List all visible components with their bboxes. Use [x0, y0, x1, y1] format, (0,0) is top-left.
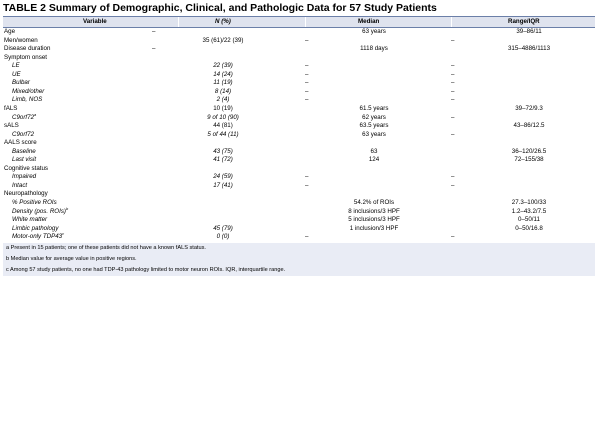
table-row: [3, 233, 595, 242]
cell-range: 0–50/11: [518, 216, 540, 224]
cell-n-pct: 5 of 44 (11): [207, 130, 239, 138]
table-row: [3, 156, 595, 165]
cell-median: 1118 days: [360, 45, 388, 53]
cell-median: 1 inclusion/3 HPF: [349, 224, 399, 232]
cell-range: 0–50/16.8: [515, 224, 543, 232]
cell-variable-text: Intact: [12, 181, 28, 189]
cell-range: 39–86/11: [516, 28, 542, 35]
cell-variable-text: Limbic pathology: [12, 224, 59, 232]
header-median: Median: [358, 18, 380, 25]
cell-variable: [12, 79, 30, 88]
cell-variable: [12, 205, 69, 217]
cell-variable-text: Cognitive status: [4, 164, 49, 172]
cell-range: –: [451, 70, 455, 78]
cell-median: 62 years: [362, 113, 386, 121]
cell-n-pct: 10 (19): [213, 104, 233, 112]
header-variable: Variable: [83, 18, 107, 25]
cell-median: 63: [370, 147, 378, 155]
cell-variable: [12, 62, 20, 71]
footnote-marker: c: [62, 231, 65, 237]
table-row: [3, 79, 595, 88]
cell-median: –: [305, 173, 309, 181]
table-header-row: [3, 16, 595, 28]
cell-median: 61.5 years: [359, 104, 389, 112]
footnote-text: c Among 57 study patients, no one had TDP-43 pathology limited to motor neuron ROIs. IQR, interquartile range.: [6, 266, 286, 273]
table-row: [3, 62, 595, 71]
cell-variable: [4, 45, 50, 54]
cell-range: 1.2–43.2/7.5: [511, 207, 547, 215]
cell-n-pct: 2 (4): [216, 96, 230, 104]
cell-variable-text: Disease duration: [4, 45, 51, 53]
cell-median: –: [305, 233, 309, 241]
cell-variable: [4, 54, 47, 63]
cell-median: –: [305, 79, 309, 87]
cell-variable: [4, 105, 17, 114]
cell-median: –: [305, 62, 309, 70]
cell-variable: [12, 88, 44, 97]
cell-variable-text: C9orf72: [12, 130, 35, 138]
table-row: [3, 122, 595, 131]
footnote-marker: a: [34, 111, 37, 117]
cell-n-pct: 0 (0): [216, 233, 230, 241]
table-row: [3, 37, 595, 46]
table-row: [3, 216, 595, 225]
cell-variable-text: UE: [12, 70, 21, 78]
cell-variable: [12, 225, 58, 234]
cell-variable-text: sALS: [4, 122, 19, 130]
cell-variable: [12, 216, 47, 225]
cell-range: –: [451, 113, 455, 121]
cell-median: –: [305, 36, 309, 44]
table-row: [3, 54, 595, 63]
cell-variable-text: Age: [4, 28, 16, 35]
cell-variable-text: Last visit: [12, 156, 37, 164]
cell-variable: [4, 165, 48, 174]
cell-median: –: [305, 181, 309, 189]
cell-n-pct: 45 (79): [213, 224, 233, 232]
cell-variable-text: Mixed/other: [12, 87, 45, 95]
cell-n-pct: 8 (14): [214, 87, 232, 95]
table-row: [3, 139, 595, 148]
table-row: [3, 182, 595, 191]
cell-range: –: [451, 173, 455, 181]
cell-n-pct: 35 (61)/22 (39): [202, 36, 244, 44]
table-row: [3, 190, 595, 199]
cell-n-pct: –: [152, 28, 156, 35]
table-row: [3, 165, 595, 174]
cell-n-pct: 17 (41): [213, 181, 233, 189]
cell-variable: [12, 131, 34, 140]
table-row: [3, 88, 595, 97]
cell-variable: [12, 233, 64, 242]
cell-median: –: [305, 70, 309, 78]
cell-variable: [12, 148, 36, 157]
footnote-row: [3, 243, 595, 254]
table-row: [3, 131, 595, 140]
header-range: Range/IQR: [508, 18, 540, 25]
table-title: TABLE 2 Summary of Demographic, Clinical, and Pathologic Data for 57 Study Patients: [3, 2, 437, 14]
cell-variable-text: fALS: [4, 104, 18, 112]
cell-range: –: [451, 79, 455, 87]
cell-variable: [12, 111, 37, 123]
cell-range: 39–72/9.3: [515, 104, 543, 112]
cell-median: 63 years: [362, 28, 386, 35]
cell-variable-text: Bulbar: [12, 79, 30, 87]
table-row: [3, 71, 595, 80]
cell-range: –: [451, 87, 455, 95]
cell-n-pct: 11 (19): [213, 79, 233, 87]
cell-variable-text: Motor-only TDP43: [12, 233, 63, 241]
cell-variable: [12, 199, 57, 208]
footnote-row: [3, 265, 595, 276]
table-row: [3, 148, 595, 157]
cell-n-pct: 14 (24): [213, 70, 233, 78]
cell-range: 36–120/26.5: [511, 147, 547, 155]
cell-variable-text: Men/women: [4, 36, 38, 44]
cell-range: –: [451, 36, 455, 44]
footnote-marker: b: [65, 205, 69, 211]
cell-median: 63.5 years: [359, 122, 389, 130]
cell-variable: [12, 96, 42, 105]
cell-variable-text: % Positive ROIs: [12, 199, 57, 206]
cell-range: –: [451, 181, 455, 189]
cell-median: 8 inclusions/3 HPF: [348, 207, 400, 215]
cell-n-pct: 9 of 10 (90): [207, 113, 239, 121]
footnote-text: b Median value for average value in positive regions.: [6, 255, 137, 262]
cell-variable-text: AALS score: [4, 139, 37, 147]
footnote-row: [3, 254, 595, 265]
cell-median: –: [305, 96, 309, 104]
cell-n-pct: 43 (75): [213, 147, 233, 155]
cell-median: 124: [368, 156, 380, 164]
cell-median: 5 inclusions/3 HPF: [348, 216, 400, 224]
cell-median: 63 years: [362, 130, 386, 138]
cell-variable-text: Impaired: [12, 173, 37, 181]
cell-range: –: [451, 130, 455, 138]
table-row: [3, 173, 595, 182]
cell-variable: [12, 173, 36, 182]
cell-variable: [12, 182, 27, 191]
cell-variable-text: C9orf72: [12, 113, 35, 121]
cell-variable-text: Symptom onset: [4, 53, 47, 61]
cell-variable: [4, 122, 19, 131]
cell-variable: [4, 37, 38, 46]
cell-variable: [12, 71, 21, 80]
cell-n-pct: 22 (39): [213, 62, 233, 70]
cell-n-pct: –: [152, 45, 156, 53]
cell-n-pct: 24 (59): [213, 173, 233, 181]
cell-variable-text: Baseline: [12, 147, 36, 155]
table-row: [3, 96, 595, 105]
cell-variable: [4, 139, 37, 148]
cell-variable-text: Limb, NOS: [12, 96, 43, 104]
cell-variable-text: LE: [12, 62, 20, 70]
cell-median: 54.2% of ROIs: [353, 199, 395, 206]
cell-range: 43–86/12.5: [513, 122, 545, 130]
cell-n-pct: 44 (81): [213, 122, 233, 130]
cell-range: 315–4886/1113: [507, 45, 551, 53]
header-separator: [305, 17, 306, 27]
table-row: [3, 28, 595, 37]
cell-variable: [4, 190, 48, 199]
cell-variable: [12, 156, 36, 165]
cell-variable-text: Density (pos. ROIs): [12, 207, 66, 215]
cell-range: 72–155/38: [514, 156, 544, 164]
header-n-pct: N (%): [215, 18, 231, 25]
cell-range: –: [451, 62, 455, 70]
cell-range: 27.3–100/33: [511, 199, 547, 206]
table-row: [3, 111, 595, 123]
cell-variable-text: Neuropathology: [4, 190, 48, 198]
cell-median: –: [305, 87, 309, 95]
cell-variable-text: White matter: [12, 216, 48, 224]
header-separator: [178, 17, 179, 27]
table-row: [3, 45, 595, 54]
table-row: [3, 205, 595, 217]
cell-range: –: [451, 233, 455, 241]
cell-range: –: [451, 96, 455, 104]
footnote-text: a Present in 15 patients; one of these patients did not have a known fALS status.: [6, 244, 206, 251]
header-separator: [451, 17, 452, 27]
cell-variable: [4, 28, 15, 37]
cell-n-pct: 41 (72): [213, 156, 233, 164]
